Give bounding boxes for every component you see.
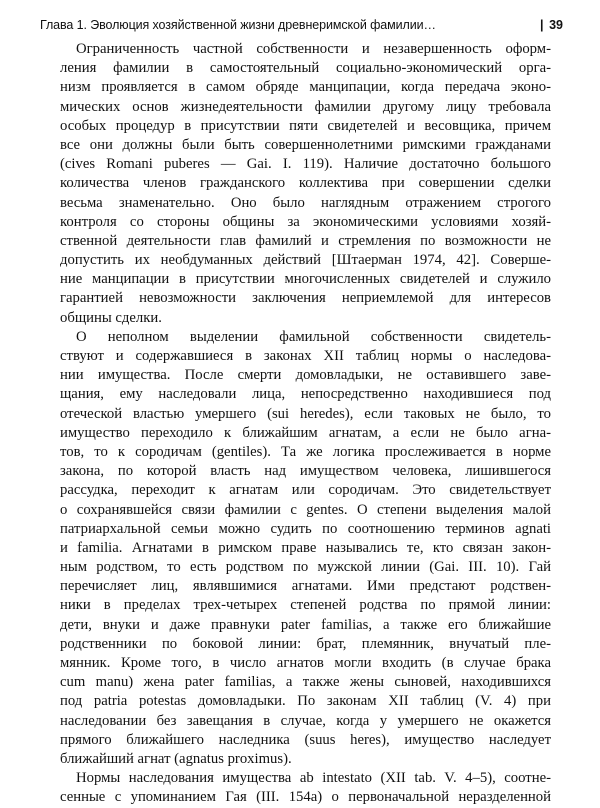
text-line: под patria potestas домовладыки. По законам XII таблиц (V. 4) при — [60, 693, 551, 710]
body-text — [60, 40, 551, 808]
chapter-title: Глава 1. Эволюция хозяйственной жизни древнеримской фамилии… — [40, 18, 436, 32]
text-line: ствуют и содержавшиеся в законах XII таблиц нормы о наследова- — [60, 348, 551, 364]
text-line: особых процедур в присутствии пяти свидетелей и весовщика, причем — [60, 117, 551, 134]
text-line: гарантией невозможности заключения неприемлемой для интересов — [60, 290, 551, 307]
text-line: мянник. Кроме того, в число агнатов могли входить (в случае брака — [60, 655, 551, 671]
text-line: весьма знаменательно. Оно было наглядным отражением строгого — [60, 194, 551, 211]
paragraph — [60, 769, 551, 807]
text-line: контроля со стороны общины за экономическими условиями хозяй- — [60, 213, 551, 230]
text-line: рассудка, переходит к агнатам или сородичам. Это свидетельствует — [60, 482, 551, 499]
text-line: cum manu) жена pater familias, а также жены сыновей, находившихся — [60, 674, 551, 691]
text-line: ближайший агнат (agnatus proximus). — [60, 750, 292, 767]
paragraph — [60, 40, 551, 328]
text-line: общины сделки. — [60, 309, 162, 326]
text-line: и familia. Агнатами в римском праве назывались те, кто связан закон- — [60, 539, 551, 556]
text-line: низм проявляется в самом обряде манципации, когда передача эконо- — [60, 79, 551, 96]
text-line: ники в пределах трех-четырех степеней родства по прямой линии: — [60, 597, 551, 614]
text-line: сенные с упоминанием Гая (III. 154a) о первоначальной неразделенной — [60, 789, 551, 806]
text-line: все они должны были быть совершеннолетними римскими гражданами — [60, 136, 551, 153]
text-line: Ограниченность частной собственности и незавершенность оформ- — [76, 41, 551, 57]
text-line: ственной деятельности глав фамилий и стремления по возможности не — [60, 232, 551, 249]
text-line: тов, то к сородичам (gentiles). Та же логика прослеживается в норме — [60, 443, 551, 460]
text-line: нии имущества. После смерти домовладыки, не оставившего заве- — [60, 367, 551, 384]
text-line: перечисляет лиц, являвшимися агнатами. Ими предстают родствен- — [60, 578, 551, 595]
text-line: дети, внуки и даже правнуки pater familias, а также его ближайшие — [60, 616, 551, 633]
text-line: щания, ему наследовали лица, непосредственно находившиеся под — [60, 386, 551, 403]
text-line: ние манципации в присутствии многочисленных свидетелей и служило — [60, 271, 551, 288]
text-line: Нормы наследования имущества ab intestato (XII tab. V. 4–5), соотне- — [76, 770, 551, 787]
text-line: мических основ жизнедеятельности фамилии другому лицу требовала — [60, 98, 551, 115]
text-line: патриархальной семьи можно судить по соотношению терминов agnati — [60, 520, 551, 537]
text-line: родственники по боковой линии: брат, племянник, внучатый пле- — [60, 635, 551, 652]
text-line: имущество переходило к ближайшим агнатам, а если не было агна- — [60, 424, 551, 441]
header-separator: | — [540, 18, 544, 32]
text-line: (cives Romani puberes — Gai. I. 119). Наличие достаточно большого — [60, 156, 551, 173]
page-number: 39 — [549, 18, 563, 32]
text-line: допустить их необдуманных действий [Штаерман 1974, 42]. Соверше- — [60, 252, 551, 269]
text-line: закона, по которой власть над имуществом человека, лишившегося — [60, 463, 551, 480]
text-line: прямого ближайшего наследника (suus heres), имущество наследует — [60, 731, 551, 748]
text-line: наследовании без завещания в случае, когда у умершего не окажется — [60, 712, 551, 729]
text-line: отеческой властью умершего (sui heredes), если таковых не было, то — [60, 405, 551, 422]
text-line: О неполном выделении фамильной собственности свидетель- — [76, 328, 551, 345]
text-line: количества членов гражданского коллектива при совершении сделки — [60, 175, 551, 192]
text-line: о сохранявшейся связи фамилии с gentes. О степени выделения малой — [60, 501, 551, 518]
running-header — [40, 18, 563, 36]
paragraph — [60, 328, 551, 769]
text-line: ным родством, то есть родством по мужской линии (Gai. III. 10). Гай — [60, 559, 551, 576]
text-line: ления фамилии в самостоятельный социально-экономический орга- — [60, 60, 551, 77]
